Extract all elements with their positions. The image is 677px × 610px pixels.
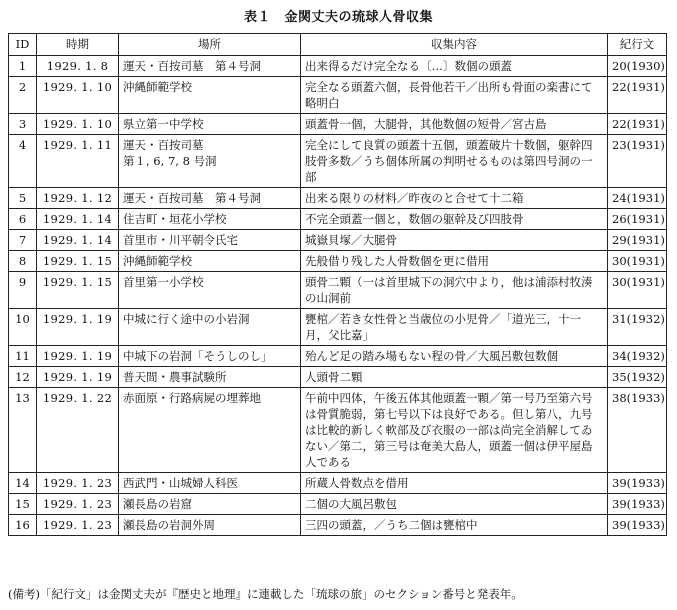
- cell-content: 甕棺／若き女性骨と当歳位の小児骨／「道光三，十一月，父比嘉」: [301, 309, 608, 346]
- cell-place: 運天・百按司墓 第１, 6, 7, 8 号洞: [119, 135, 301, 188]
- cell-place: 沖縄師範学校: [119, 77, 301, 114]
- cell-id: 6: [9, 209, 37, 230]
- table-row: [9, 272, 667, 309]
- cell-ref: 29(1931): [608, 230, 667, 251]
- cell-date: 1929. 1. 22: [37, 388, 119, 473]
- table-row: [9, 367, 667, 388]
- cell-id: 9: [9, 272, 37, 309]
- table-row: [9, 209, 667, 230]
- cell-place: 中城下の岩洞「そうしのし」: [119, 346, 301, 367]
- cell-ref: 35(1932): [608, 367, 667, 388]
- cell-content: 不完全頭蓋一個と，数個の躯幹及び四肢骨: [301, 209, 608, 230]
- cell-ref: 30(1931): [608, 251, 667, 272]
- cell-content: 出来る限りの材料／昨夜のと合せて十二箱: [301, 188, 608, 209]
- cell-date: 1929. 1. 15: [37, 272, 119, 309]
- cell-date: 1929. 1. 19: [37, 309, 119, 346]
- cell-date: 1929. 1. 23: [37, 494, 119, 515]
- table-row: [9, 135, 667, 188]
- cell-content: 二個の大風呂敷包: [301, 494, 608, 515]
- cell-content: 所蔵人骨数点を借用: [301, 473, 608, 494]
- cell-id: 7: [9, 230, 37, 251]
- cell-ref: 22(1931): [608, 77, 667, 114]
- table-title: 表１ 金関丈夫の琉球人骨収集: [243, 10, 433, 25]
- header-id: ID: [9, 34, 37, 56]
- cell-ref: 30(1931): [608, 272, 667, 309]
- cell-place: 赤面原・行路病屍の埋葬地: [119, 388, 301, 473]
- cell-id: 5: [9, 188, 37, 209]
- table-row: [9, 251, 667, 272]
- cell-id: 10: [9, 309, 37, 346]
- cell-ref: 38(1933): [608, 388, 667, 473]
- header-content: 収集内容: [301, 34, 608, 56]
- cell-content: 頭骨二顆（一は首里城下の洞穴中より，他は浦添村牧湊の山洞前: [301, 272, 608, 309]
- table-row: [9, 494, 667, 515]
- cell-ref: 31(1932): [608, 309, 667, 346]
- cell-id: 4: [9, 135, 37, 188]
- cell-date: 1929. 1. 12: [37, 188, 119, 209]
- cell-id: 13: [9, 388, 37, 473]
- cell-ref: 39(1933): [608, 473, 667, 494]
- cell-id: 14: [9, 473, 37, 494]
- cell-id: 3: [9, 114, 37, 135]
- cell-place: 住吉町・垣花小学校: [119, 209, 301, 230]
- cell-date: 1929. 1. 14: [37, 209, 119, 230]
- cell-id: 2: [9, 77, 37, 114]
- cell-ref: 22(1931): [608, 114, 667, 135]
- table-row: [9, 188, 667, 209]
- cell-id: 8: [9, 251, 37, 272]
- cell-date: 1929. 1. 19: [37, 367, 119, 388]
- cell-content: 頭蓋骨一個，大腿骨，其他数個の短骨／宮古島: [301, 114, 608, 135]
- cell-ref: 39(1933): [608, 515, 667, 536]
- cell-content: 完全なる頭蓋六個，長骨他若干／出所も骨面の楽書にて略明白: [301, 77, 608, 114]
- header-place: 場所: [119, 34, 301, 56]
- cell-id: 12: [9, 367, 37, 388]
- table-row: [9, 77, 667, 114]
- cell-date: 1929. 1. 8: [37, 56, 119, 77]
- collection-table: [8, 33, 667, 536]
- table-row: [9, 388, 667, 473]
- cell-place: 瀬長島の岩窟: [119, 494, 301, 515]
- table-row: [9, 346, 667, 367]
- cell-content: 完全にして良質の頭蓋十五個，頭蓋破片十数個，躯幹四肢骨多数／うち個体所属の判明せるものは第四号洞の一部: [301, 135, 608, 188]
- cell-date: 1929. 1. 14: [37, 230, 119, 251]
- cell-content: 殆んど足の踏み場もない程の骨／大風呂敷包数個: [301, 346, 608, 367]
- header-date: 時期: [37, 34, 119, 56]
- cell-place: 首里第一小学校: [119, 272, 301, 309]
- table-row: [9, 473, 667, 494]
- cell-date: 1929. 1. 11: [37, 135, 119, 188]
- cell-ref: 24(1931): [608, 188, 667, 209]
- table-header-row: [9, 34, 667, 56]
- cell-place: 普天間・農事試験所: [119, 367, 301, 388]
- cell-place: 県立第一中学校: [119, 114, 301, 135]
- cell-id: 11: [9, 346, 37, 367]
- cell-date: 1929. 1. 23: [37, 515, 119, 536]
- table-row: [9, 114, 667, 135]
- cell-ref: 34(1932): [608, 346, 667, 367]
- cell-date: 1929. 1. 15: [37, 251, 119, 272]
- cell-content: 午前中四体，午後五体其他頭蓋一顆／第一号乃至第六号は骨質脆弱，第七号以下は良好である。但し第八，九号は比較的新しく軟部及び衣服の一部は尚完全消解してゐない／第二，第三号は奄美大島人，頭蓋一個は伊平屋島人である: [301, 388, 608, 473]
- cell-id: 1: [9, 56, 37, 77]
- cell-content: 城嶽貝塚／大腿骨: [301, 230, 608, 251]
- cell-place: 首里市・川平朝令氏宅: [119, 230, 301, 251]
- cell-place: 沖縄師範学校: [119, 251, 301, 272]
- cell-ref: 26(1931): [608, 209, 667, 230]
- cell-place: 運天・百按司墓 第４号洞: [119, 188, 301, 209]
- cell-place: 瀬長島の岩洞外周: [119, 515, 301, 536]
- cell-date: 1929. 1. 23: [37, 473, 119, 494]
- cell-content: 先般借り残した人骨数個を更に借用: [301, 251, 608, 272]
- cell-ref: 23(1931): [608, 135, 667, 188]
- table-row: [9, 309, 667, 346]
- cell-date: 1929. 1. 10: [37, 77, 119, 114]
- cell-place: 運天・百按司墓 第４号洞: [119, 56, 301, 77]
- cell-id: 16: [9, 515, 37, 536]
- table-row: [9, 230, 667, 251]
- cell-place: 西武門・山城婦人科医: [119, 473, 301, 494]
- cell-ref: 39(1933): [608, 494, 667, 515]
- cell-place: 中城に行く途中の小岩洞: [119, 309, 301, 346]
- table-row: [9, 56, 667, 77]
- header-ref: 紀行文: [608, 34, 667, 56]
- table-row: [9, 515, 667, 536]
- cell-date: 1929. 1. 10: [37, 114, 119, 135]
- cell-content: 人頭骨二顆: [301, 367, 608, 388]
- footnote: (備考)「紀行文」は金関丈夫が『歴史と地理』に連載した「琉球の旅」のセクション番号と発表年。: [8, 587, 523, 601]
- cell-id: 15: [9, 494, 37, 515]
- cell-content: 出来得るだけ完全なる〔…〕数個の頭蓋: [301, 56, 608, 77]
- table-body: [9, 56, 667, 536]
- cell-ref: 20(1930): [608, 56, 667, 77]
- cell-content: 三四の頭蓋，／うち二個は甕棺中: [301, 515, 608, 536]
- cell-date: 1929. 1. 19: [37, 346, 119, 367]
